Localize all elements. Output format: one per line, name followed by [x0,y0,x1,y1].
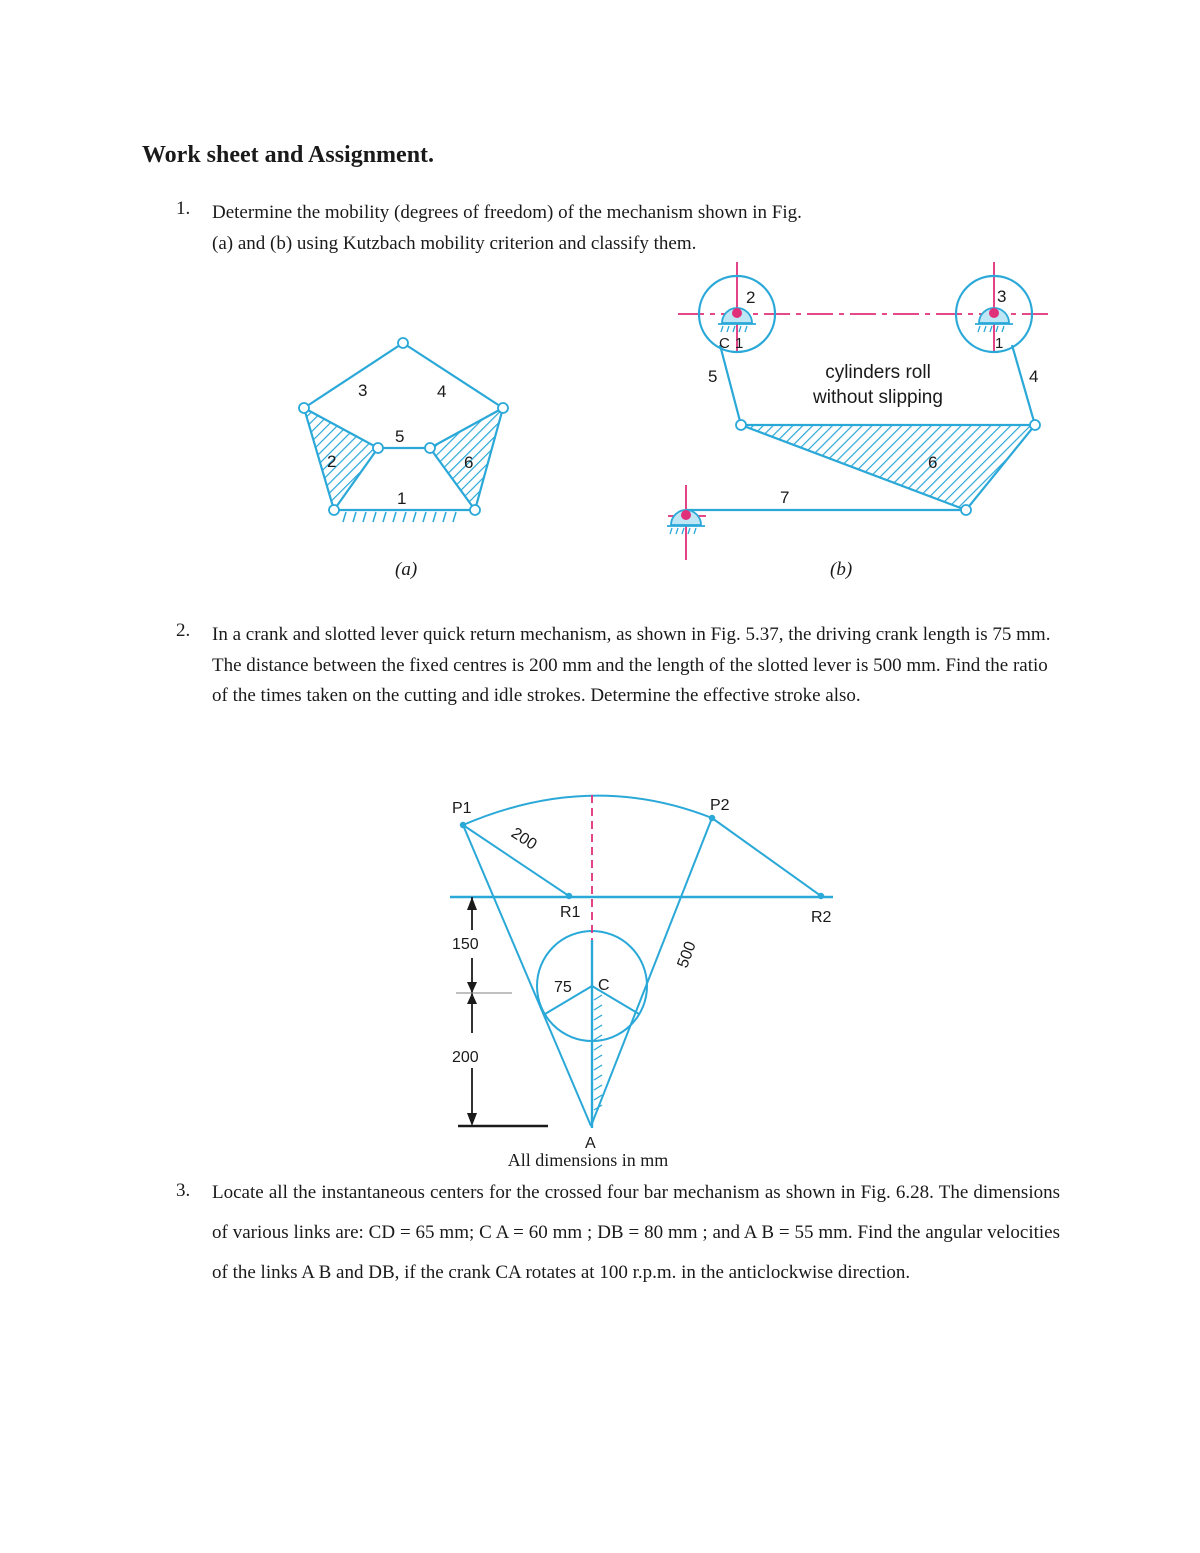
link-5 [720,345,741,425]
dimensions-note: All dimensions in mm [507,1150,669,1170]
lever-right [591,818,712,1126]
fig-b-label-C: C [719,335,730,352]
label-P2: P2 [710,797,730,814]
fig-b-label-2: 2 [746,288,756,307]
figure-mechanisms-a-b [0,0,1200,600]
lever-left [463,825,591,1126]
question-3-text: Locate all the instantaneous centers for the crossed four bar mechanism as shown in Fig. 6.28. The dimensions of various links are: CD = 65 mm; C A = 60 mm ; DB = 80 mm ; and A B = 55 mm. Find the angular velocities of the links A B and DB, if the crank CA rotates at 100 r.p.m. in the anticlockwise direction. [212,1182,1060,1283]
dim-500: 500 [674,939,700,971]
question-2-text: In a crank and slotted lever quick return mechanism, as shown in Fig. 5.37, the driving crank length is 75 mm. The distance between the fixed centres is 200 mm and the length of the slotted lever is 500 mm. Find the ratio of the times taken on the cutting and idle strokes. Determine the effective stroke also. [212,624,1051,706]
pivot-bottom [667,510,705,526]
question-2-number: 2. [176,620,191,641]
fig-b-label-7: 7 [780,488,790,507]
fig-b-label-1-right: 1 [995,335,1004,352]
pivot-left [718,308,756,324]
fig-a-label-3: 3 [358,381,368,400]
fixed-link-hatch [594,995,602,1110]
fig-b-label-1-left: 1 [735,335,744,352]
link-2-hatched [304,408,378,510]
dim-200-link: 200 [507,824,540,854]
label-A: A [585,1135,596,1152]
label-R2: R2 [811,909,832,926]
fig-a-label-6: 6 [464,453,474,472]
link-p2-r2 [712,818,821,896]
fig-a-label-1: 1 [397,489,407,508]
arc-p1-p2 [463,796,712,825]
label-R1: R1 [560,904,581,921]
figure-b [667,262,1050,560]
page-title: Work sheet and Assignment. [142,142,435,168]
dim-75: 75 [554,979,572,996]
fig-b-label-5: 5 [708,367,718,386]
question-1-line-1: Determine the mobility (degrees of freedom) of the mechanism shown in Fig. [212,202,802,223]
question-1-line-2: (a) and (b) using Kutzbach mobility criterion and classify them. [212,232,697,254]
fig-a-label-2: 2 [327,452,337,471]
fig-b-label-4: 4 [1029,367,1039,386]
fig-b-caption: (b) [830,559,853,580]
pivot-right [975,308,1013,324]
fig-b-note-line-2: without slipping [813,387,943,408]
link-3 [304,343,403,408]
question-3-number: 3. [176,1180,191,1201]
fig-a-caption: (a) [395,559,418,580]
fig-b-label-3: 3 [997,287,1007,306]
fig-b-label-6: 6 [928,453,938,472]
figure-quick-return [0,770,1200,1170]
fig-a-label-4: 4 [437,382,447,401]
link-4 [403,343,503,408]
question-1-number: 1. [176,198,191,219]
label-P1: P1 [452,800,472,817]
ground-hatch-a [343,512,456,522]
dimension-lines [456,897,548,1126]
dim-150: 150 [452,936,479,953]
fig-b-note-line-1: cylinders roll [825,362,931,383]
fig-a-label-5: 5 [395,427,405,446]
dim-200: 200 [452,1049,479,1066]
quick-return-labels [452,797,832,1152]
label-C: C [598,977,610,994]
